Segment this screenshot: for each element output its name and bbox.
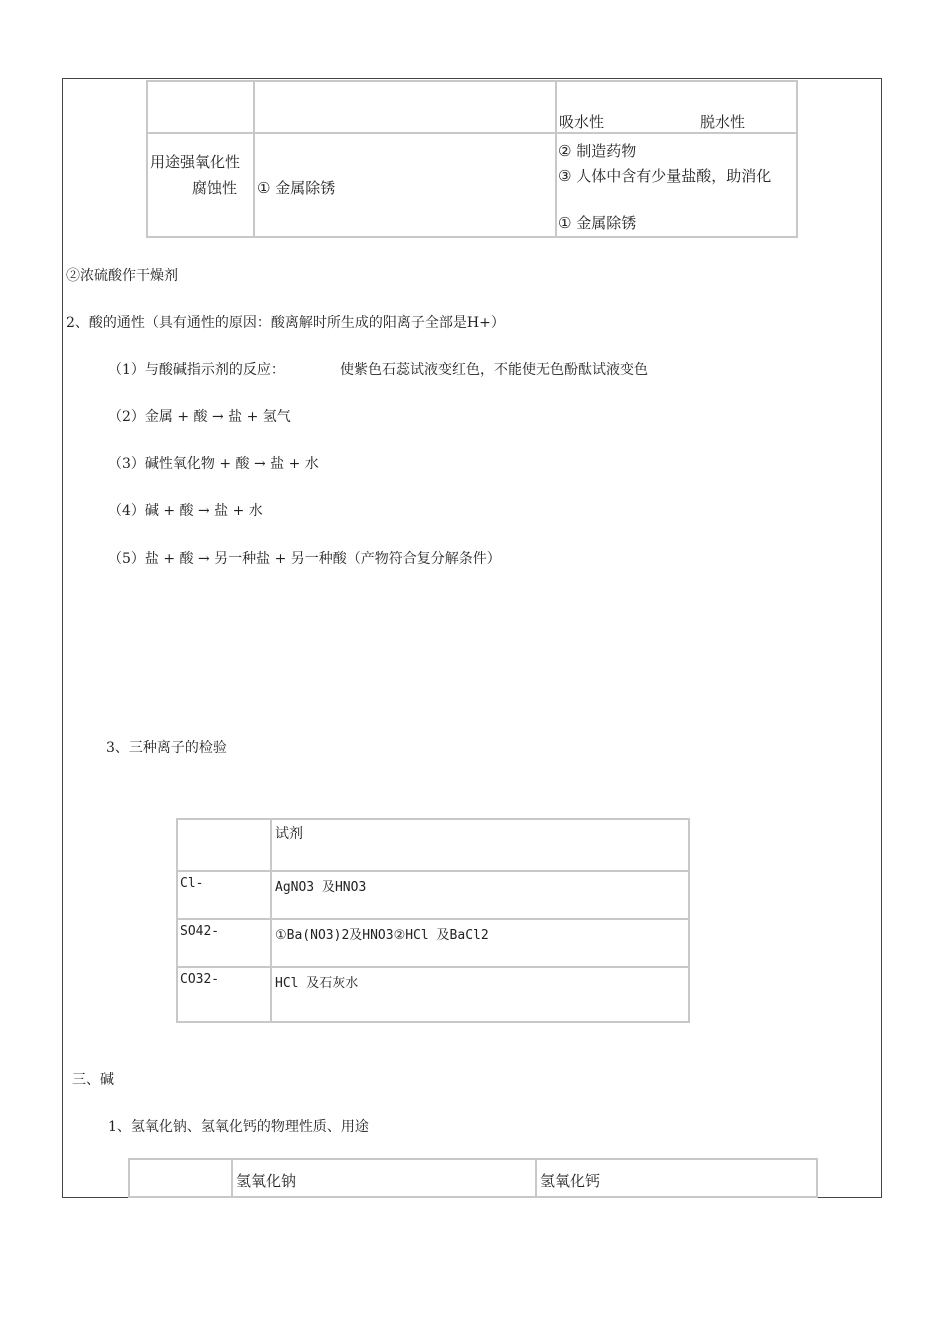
reagent-header: 试剂 [275,826,303,842]
column-naoh: 氢氧化钠 [236,1172,297,1190]
header-water-absorption: 吸水性 [559,113,605,131]
table-divider [535,1158,537,1198]
table-divider [231,1158,233,1198]
paragraph-indicator-reaction: （1）与酸碱指示剂的反应： [108,362,285,378]
section-subtitle-hydroxides: 1、氢氧化钠、氢氧化钙的物理性质、用途 [108,1119,369,1135]
paragraph-indicator-result: 使紫色石蕊试液变红色，不能使无色酚酞试液变色 [340,362,648,378]
header-dehydration: 脱水性 [700,113,746,131]
paragraph-metal-acid: （2）金属 + 酸 → 盐 + 氢气 [108,409,291,425]
acid-uses-table [146,80,798,238]
table-divider [176,966,690,968]
use-line-3: ① 金属除锈 [558,214,637,232]
use-line-1: ② 制造药物 [558,142,637,160]
reagent-cl: AgNO3 及HNO3 [275,880,367,895]
use-line-2: ③ 人体中含有少量盐酸，助消化 [558,167,772,185]
table-divider [270,818,272,1023]
paragraph-drying-agent: ②浓硫酸作干燥剂 [66,268,178,284]
row-label-line2: 腐蚀性 [192,179,238,197]
ion-test-table [176,818,690,1023]
ion-so4: SO42- [180,924,220,939]
table-divider [555,80,557,238]
table-divider [253,80,255,238]
reagent-co3: HCl 及石灰水 [275,976,359,991]
ion-cl: Cl- [180,876,204,891]
paragraph-oxide-acid: （3）碱性氧化物 + 酸 → 盐 + 水 [108,456,319,472]
table-divider [146,132,798,134]
table-divider [176,918,690,920]
paragraph-base-acid: （4）碱 + 酸 → 盐 + 水 [108,503,263,519]
use-rust-removal: ① 金属除锈 [257,179,336,197]
paragraph-salt-acid: （5）盐 + 酸 → 另一种盐 + 另一种酸（产物符合复分解条件） [108,551,501,567]
page-frame [62,78,882,1198]
column-caoh2: 氢氧化钙 [540,1172,601,1190]
ion-co3: CO32- [180,972,220,987]
section-title-bases: 三、碱 [72,1072,114,1088]
reagent-so4: ①Ba(NO3)2及HNO3②HCl 及BaCl2 [275,928,489,943]
table-divider [176,870,690,872]
paragraph-ion-tests: 3、三种离子的检验 [106,740,227,756]
paragraph-acid-general: 2、酸的通性（具有通性的原因：酸离解时所生成的阳离子全部是H+） [66,315,505,331]
row-label-line1: 用途强氧化性 [150,153,241,171]
